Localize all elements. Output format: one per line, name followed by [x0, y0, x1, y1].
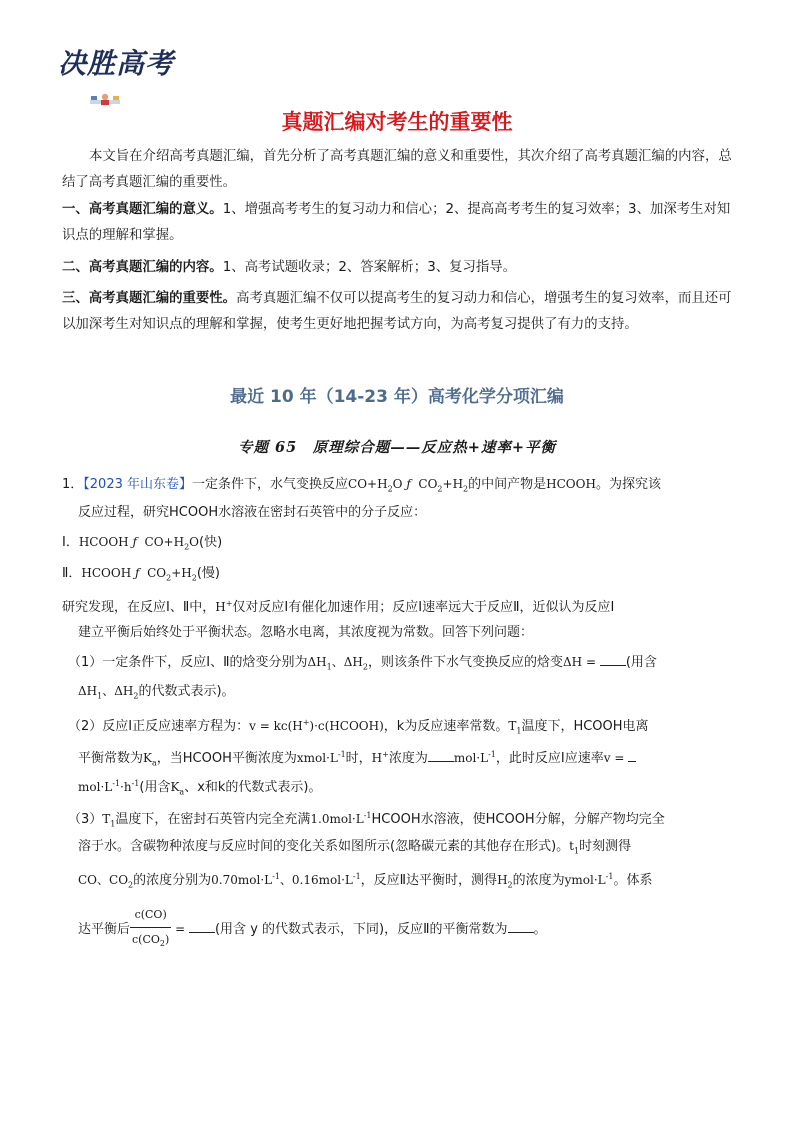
student-illustration-icon	[88, 92, 122, 106]
concentration-ratio: $\frac{c(CO)}{c(CO_2)}$	[130, 903, 171, 956]
part-2-line-3: $mol\cdot L^{-1}\cdot h^{-1}$(用含$K_a$、x和k的代数式表示)。	[78, 779, 322, 797]
collection-subtitle: 最近 10 年（14-23 年）高考化学分项汇编	[230, 387, 564, 407]
section-head: 三、高考真题汇编的重要性。	[62, 291, 237, 306]
section-body: 1、增强高考考生的复习动力和信心；2、提高高考考生的复习效率；3、加深考生对知识点的理解和掌握。	[62, 202, 731, 243]
question-line-6: 建立平衡后始终处于平衡状态。忽略水电离，其浓度视为常数。回答下列问题：	[78, 625, 534, 640]
answer-blank[interactable]	[628, 749, 636, 762]
section-head: 一、高考真题汇编的意义。	[62, 202, 223, 217]
section-meaning	[62, 197, 734, 249]
part-2-line-2: 平衡常数为$K_a$，当HCOOH平衡浓度为$xmol\cdot L^{-1}$时，H+浓度为 $mol\cdot L^{-1}$，此时反应Ⅰ应速率v =	[78, 745, 636, 773]
part-3-line-1: $(3)T_1$温度下，在密封石英管内完全充满$1.0mol\cdot L^{-1}HCOOH$水溶液，使HCOOH分解，分解产物均完全	[68, 811, 665, 829]
part-1-line-1: （1）一定条件下，反应Ⅰ、Ⅱ的焓变分别为$\Delta H_1$、$\Delta H_2$，则该条件下水气变换反应的焓变ΔH = (用含	[68, 655, 657, 672]
section-body: 1、高考试题收录；2、答案解析；3、复习指导。	[222, 260, 517, 275]
reaction-1: Ⅰ．HCOOH ƒ $CO+H_2O$(快)	[62, 535, 223, 552]
answer-blank[interactable]	[600, 653, 626, 666]
brand-logo	[58, 42, 175, 112]
equation-overall: $CO+H_2O$ ƒ $CO_2+H_2$	[348, 477, 469, 494]
answer-blank[interactable]	[189, 920, 215, 933]
topic-heading: 专题 65 原理综合题——反应热+速率+平衡	[237, 439, 557, 456]
part-3-line-4: 达平衡后 $\frac{c(CO)}{c(CO_2)}$ = (用含 y 的代数式表示，下同)，反应Ⅱ的平衡常数为 。	[78, 903, 547, 956]
question-line-5: 研究发现，在反应Ⅰ、Ⅱ中，H+仅对反应Ⅰ有催化加速作用；反应Ⅰ速率远大于反应Ⅱ，近似认为反应Ⅰ	[62, 599, 615, 615]
logo-text: 决胜高考	[58, 47, 175, 80]
section-head: 二、高考真题汇编的内容。	[62, 260, 223, 275]
intro-paragraph: 本文旨在介绍高考真题汇编，首先分析了高考真题汇编的意义和重要性，其次介绍了高考真题汇编的内容，总结了高考真题汇编的重要性。	[62, 149, 732, 190]
question-source: 【2023 年山东卷】	[83, 477, 192, 492]
answer-blank[interactable]	[508, 920, 534, 933]
page-title: 真题汇编对考生的重要性	[281, 110, 513, 134]
section-body: 高考真题汇编不仅可以提高考生的复习动力和信心，增强考生的复习效率，而且还可以加深考生对知识点的理解和掌握，使考生更好地把握考试方向，为高考复习提供了有力的支持。	[62, 291, 732, 332]
reaction-2: Ⅱ．HCOOH ƒ $CO_2+H_2$(慢)	[62, 566, 220, 583]
part-3-line-2: 溶于水。含碳物种浓度与反应时间的变化关系如图所示(忽略碳元素的其他存在形式)。$t_1$时刻测得	[78, 839, 632, 856]
part-2-line-1: （2）反应Ⅰ正反应速率方程为：v = kc(H+)·c(HCOOH)，k为反应速率常数。$T_1$温度下，HCOOH电离	[68, 718, 649, 736]
question-line-2: 反应过程，研究HCOOH水溶液在密封石英管中的分子反应：	[78, 505, 427, 520]
part-3-line-3: CO、$CO_2$的浓度分别为$0.70mol\cdot L^{-1}$、$0.16mol\cdot L^{-1}$，反应Ⅱ达平衡时，测得$H_2$的浓度为$ymol\cdot L^{-1}$。体系	[78, 872, 653, 890]
question-line-1: 1．【2023 年山东卷】一定条件下，水气变换反应$CO+H_2O$ ƒ $CO_2+H_2$的中间产物是HCOOH。为探究该	[62, 477, 661, 494]
section-content	[62, 255, 734, 281]
answer-blank[interactable]	[428, 749, 454, 762]
section-importance	[62, 286, 734, 338]
part-1-line-2: $\Delta H_1$、$\Delta H_2$的代数式表示)。	[78, 684, 235, 701]
